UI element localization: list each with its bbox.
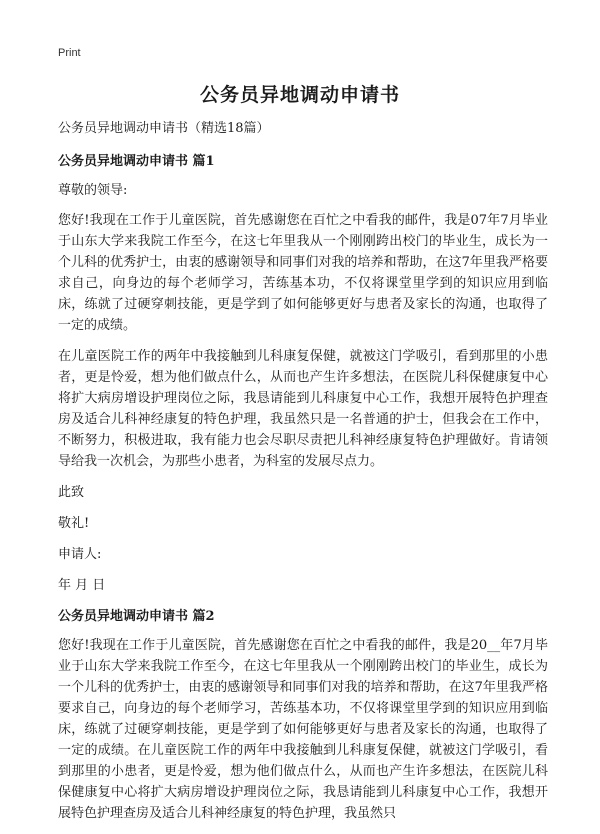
document-title: 公务员异地调动申请书 (199, 84, 400, 106)
closing-line: 敬礼! (58, 516, 90, 531)
document-subtitle: 公务员异地调动申请书（精选18篇） (58, 121, 270, 136)
document-body (58, 118, 548, 834)
print-link[interactable]: Print (58, 47, 81, 59)
date-line: 年 月 日 (58, 578, 106, 593)
paragraph: 您好!我现在工作于儿童医院，首先感谢您在百忙之中看我的邮件，我是07年7月毕业于山东大学来我院工作至今，在这七年里我从一个刚刚跨出校门的毕业生，成长为一个儿科的优秀护士，由衷的感谢领导和同事们对我的培养和帮助，在这7年里我严格要求自己，向身边的每个老师学习，苦练基本功，不仅将课堂里学到的知识应用到临床，练就了过硬穿刺技能，更是学到了如何能够更好与患者及家长的沟通，也取得了一定的成绩。 (58, 213, 548, 333)
paragraph: 在儿童医院工作的两年中我接触到儿科康复保健，就被这门学吸引，看到那里的小患者，更是怜爱，想为他们做点什么，从而也产生许多想法，在医院儿科保健康复中心将扩大病房增设护理岗位之际，我恳请能到儿科康复中心工作，我想开展特色护理查房及适合儿科神经康复的特色护理，我虽然只是一名普通的护士，但我会在工作中，不断努力，积极进取，我有能力也会尽职尽责把儿科神经康复特色护理做好。肯请领导给我一次机会，为那些小患者，为科室的发展尽点力。 (58, 349, 548, 469)
paragraph: 您好!我现在工作于儿童医院，首先感谢您在百忙之中看我的邮件，我是20__年7月毕业于山东大学来我院工作至今，在这七年里我从一个刚刚跨出校门的毕业生，成长为一个儿科的优秀护士，由衷的感谢领导和同事们对我的培养和帮助，在这7年里我严格要求自己，向身边的每个老师学习，苦练基本功，不仅将课堂里学到的知识应用到临床，练就了过硬穿刺技能，更是学到了如何能够更好与患者及家长的沟通，也取得了一定的成绩。在儿童医院工作的两年中我接触到儿科康复保健，就被这门学吸引，看到那里的小患者，更是怜爱，想为他们做点什么，从而也产生许多想法，在医院儿科保健康复中心将扩大病房增设护理岗位之际，我恳请能到儿科康复中心工作，我想开展特色护理查房及适合儿科神经康复的特色护理，我虽然只 (58, 638, 548, 821)
salutation: 尊敬的领导: (58, 183, 128, 198)
closing-line: 此致 (58, 485, 85, 500)
section-heading-1: 公务员异地调动申请书 篇1 (58, 154, 215, 169)
applicant-line: 申请人: (58, 547, 102, 562)
section-heading-2: 公务员异地调动申请书 篇2 (58, 609, 215, 624)
